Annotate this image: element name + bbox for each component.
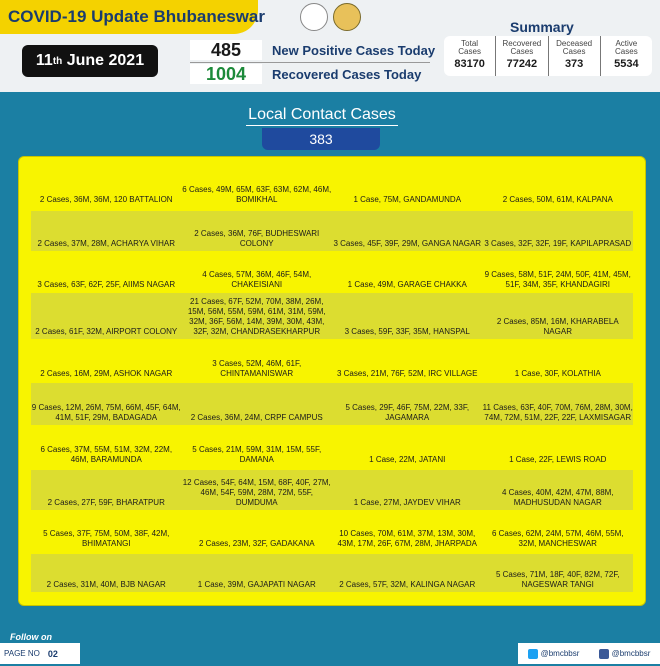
- table-row: [31, 554, 633, 592]
- divider: [190, 62, 430, 63]
- table-row: [31, 427, 633, 467]
- table-row: [31, 293, 633, 339]
- recovered-label: Recovered Cases Today: [272, 67, 422, 82]
- table-row: [31, 511, 633, 551]
- date-badge: [22, 45, 158, 77]
- title-banner: [0, 0, 265, 34]
- case-cell: 2 Cases, 23M, 32F, GADAKANA: [198, 539, 315, 548]
- case-cell: 10 Cases, 70M, 61M, 37M, 13M, 30M, 43M, 17M, 26F, 67M, 28M, JHARPADA: [337, 529, 477, 548]
- case-cell: 21 Cases, 67F, 52M, 70M, 38M, 26M, 15M, 56M, 55M, 59M, 61M, 31M, 59M, 32M, 36F, 56M, 14M, 39M, 30M, 43M, 32F, 32M, CHANDRASEKHARPUR: [187, 297, 326, 336]
- case-cell: 5 Cases, 29F, 46F, 75M, 22M, 33F, JAGAMARA: [345, 403, 470, 422]
- summary-label: Deceased: [556, 39, 593, 48]
- odisha-emblem-icon: [300, 3, 328, 31]
- case-cell: 6 Cases, 62M, 24M, 57M, 46M, 55M, 32M, MANCHESWAR: [491, 529, 624, 548]
- date-suffix: th: [52, 55, 63, 67]
- case-cell: 2 Cases, 36M, 36M, 120 BATTALION: [39, 195, 173, 204]
- summary-value: 5534: [614, 58, 639, 70]
- social-links: [518, 643, 660, 664]
- case-cell: 1 Case, 27M, JAYDEV VIHAR: [353, 498, 461, 507]
- case-cell: 3 Cases, 59F, 33F, 35M, HANSPAL: [344, 327, 470, 336]
- date-rest: June 2021: [62, 52, 145, 69]
- case-cell: 3 Cases, 32F, 32F, 19F, KAPILAPRASAD: [484, 239, 632, 248]
- summary-active: [601, 36, 652, 76]
- bmc-logo-icon: [333, 3, 361, 31]
- summary-deceased: [549, 36, 601, 76]
- case-cell: 1 Case, 49M, GARAGE CHAKKA: [347, 280, 467, 289]
- summary-value: 83170: [454, 58, 485, 70]
- header: [0, 0, 660, 92]
- case-cell: 6 Cases, 37M, 55M, 51M, 32M, 22M, 46M, BARAMUNDA: [40, 445, 173, 464]
- case-cell: 2 Cases, 27F, 59F, BHARATPUR: [47, 498, 165, 507]
- date-day: 11: [35, 52, 53, 69]
- summary-label: Total: [461, 39, 479, 48]
- case-cell: 3 Cases, 45F, 39F, 29M, GANGA NAGAR: [333, 239, 482, 248]
- case-cell: 2 Cases, 36M, 76F, BUDHESWARI COLONY: [194, 229, 320, 248]
- case-cell: 3 Cases, 52M, 46M, 61F, CHINTAMANISWAR: [212, 359, 302, 378]
- case-cell: 5 Cases, 37F, 75M, 50M, 38F, 42M, BHIMATANGI: [43, 529, 170, 548]
- positive-label: New Positive Cases Today: [272, 43, 436, 58]
- case-cell: 5 Cases, 21M, 59M, 31M, 15M, 55F, DAMANA: [192, 445, 322, 464]
- case-cell: 11 Cases, 63F, 40F, 70M, 76M, 28M, 30M, 74M, 72M, 51M, 22F, 22F, LAXMISAGAR: [482, 403, 633, 422]
- local-contact-count: 383: [262, 128, 380, 150]
- case-cell: 3 Cases, 21M, 76F, 52M, IRC VILLAGE: [336, 369, 478, 378]
- page-number: [0, 643, 80, 664]
- table-row: [31, 383, 633, 425]
- case-cell: 9 Cases, 58M, 51F, 24M, 50F, 41M, 45M, 51F, 34M, 35F, KHANDAGIRI: [484, 270, 631, 289]
- table-row: [31, 470, 633, 510]
- twitter-handle: @bmcbbsr: [540, 648, 580, 658]
- summary-box: [444, 36, 652, 76]
- summary-label: Cases: [458, 47, 481, 56]
- case-cell: 2 Cases, 57F, 32M, KALINGA NAGAR: [339, 580, 476, 589]
- case-cell: 4 Cases, 40M, 42M, 47M, 88M, MADHUSUDAN NAGAR: [501, 488, 614, 507]
- facebook-link[interactable]: [599, 649, 651, 659]
- case-cell: 5 Cases, 71M, 18F, 40F, 82M, 72F, NAGESWAR TANGI: [495, 570, 620, 589]
- summary-value: 373: [564, 58, 584, 70]
- summary-value: 77242: [506, 58, 538, 70]
- case-cell: 2 Cases, 31M, 40M, BJB NAGAR: [46, 580, 166, 589]
- summary-label: Cases: [510, 47, 534, 56]
- case-cell: 12 Cases, 54F, 64M, 15M, 68F, 40F, 27M, 46M, 54F, 59M, 28M, 72M, 55F, DUMDUMA: [182, 478, 331, 507]
- case-cell: 1 Case, 39M, GAJAPATI NAGAR: [197, 580, 316, 589]
- case-cell: 6 Cases, 49M, 65M, 63F, 63M, 62M, 46M, BOMIKHAL: [182, 185, 332, 204]
- page-title: COVID-19 Update Bhubaneswar: [8, 7, 265, 26]
- local-contact-title: Local Contact Cases: [248, 106, 396, 123]
- case-cell: 2 Cases, 85M, 16M, KHARABELA NAGAR: [496, 317, 619, 336]
- summary-label: Cases: [562, 47, 586, 56]
- cases-grid: [18, 156, 646, 606]
- case-cell: 1 Case, 30F, KOLATHIA: [514, 369, 601, 378]
- case-cell: 2 Cases, 36M, 24M, CRPF CAMPUS: [190, 413, 323, 422]
- recovered-count: 1004: [190, 64, 262, 84]
- table-row: [31, 254, 633, 292]
- case-cell: 1 Case, 22F, LEWIS ROAD: [509, 455, 607, 464]
- case-cell: 2 Cases, 50M, 61M, KALPANA: [502, 195, 613, 204]
- summary-label: Recovered: [502, 39, 542, 48]
- facebook-icon: [599, 649, 609, 659]
- summary-label: Cases: [615, 47, 638, 56]
- twitter-link[interactable]: [528, 649, 580, 659]
- summary-recovered: [496, 36, 548, 76]
- table-row: [31, 167, 633, 207]
- title-underline: [246, 125, 398, 126]
- facebook-handle: @bmcbbsr: [611, 648, 651, 658]
- summary-title: Summary: [510, 19, 574, 35]
- twitter-icon: [528, 649, 538, 659]
- table-row: [31, 211, 633, 251]
- positive-count: 485: [190, 40, 262, 60]
- case-cell: 2 Cases, 16M, 29M, ASHOK NAGAR: [40, 369, 173, 378]
- summary-total: [444, 36, 496, 76]
- page-value: 02: [47, 648, 58, 659]
- case-cell: 2 Cases, 61F, 32M, AIRPORT COLONY: [35, 327, 178, 336]
- case-cell: 9 Cases, 12M, 26M, 75M, 66M, 45F, 64M, 41M, 51F, 29M, BADAGADA: [31, 403, 181, 422]
- follow-label: Follow on: [10, 632, 52, 642]
- case-cell: 2 Cases, 37M, 28M, ACHARYA VIHAR: [37, 239, 176, 248]
- table-row: [31, 341, 633, 381]
- case-cell: 4 Cases, 57M, 36M, 46F, 54M, CHAKEISIANI: [202, 270, 312, 289]
- page-label: PAGE NO: [4, 649, 40, 658]
- case-cell: 3 Cases, 63F, 62F, 25F, AIIMS NAGAR: [37, 280, 176, 289]
- case-cell: 1 Case, 75M, GANDAMUNDA: [353, 195, 462, 204]
- summary-label: Active: [615, 39, 638, 48]
- case-cell: 1 Case, 22M, JATANI: [369, 455, 446, 464]
